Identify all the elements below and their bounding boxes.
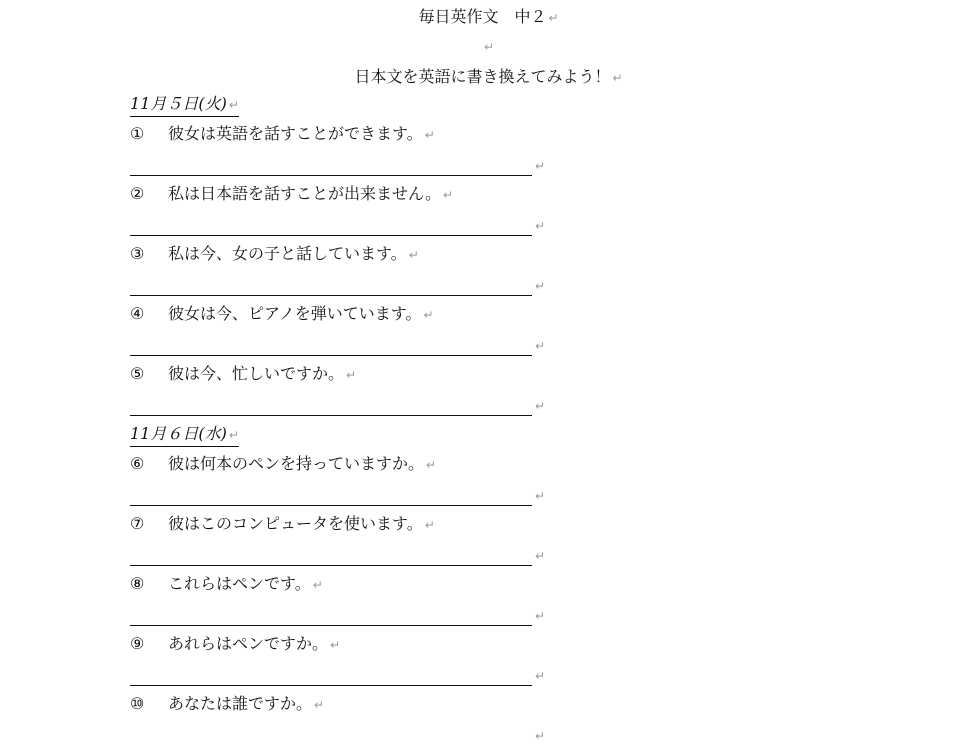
return-mark-icon: ↵ bbox=[442, 188, 454, 202]
return-mark-icon: ↵ bbox=[535, 279, 546, 293]
question-number: ③ bbox=[130, 244, 145, 263]
question-text: 彼はこのコンピュータを使います。 bbox=[168, 514, 423, 533]
question-number: ⑧ bbox=[130, 574, 145, 593]
question-number: ④ bbox=[130, 304, 145, 323]
return-mark-icon: ↵ bbox=[535, 729, 546, 743]
question-text: 彼女は英語を話すことができます。 bbox=[168, 124, 423, 143]
question-item bbox=[130, 364, 356, 385]
return-mark-icon: ↵ bbox=[312, 578, 323, 592]
return-mark-icon: ↵ bbox=[535, 489, 546, 503]
return-mark-icon: ↵ bbox=[228, 98, 239, 112]
return-mark-icon: ↵ bbox=[423, 308, 434, 322]
return-mark-icon: ↵ bbox=[535, 339, 546, 353]
return-mark-icon: ↵ bbox=[424, 518, 435, 532]
answer-line[interactable] bbox=[130, 625, 532, 626]
return-mark-icon: ↵ bbox=[535, 609, 546, 623]
section-date: 11月６日(水) ↵ bbox=[130, 424, 239, 447]
return-mark-icon: ↵ bbox=[408, 248, 419, 262]
question-item bbox=[130, 184, 453, 205]
return-mark-icon: ↵ bbox=[484, 40, 495, 54]
answer-line[interactable] bbox=[130, 295, 532, 296]
question-text: 彼女は今、ピアノを弾いています。 bbox=[168, 304, 422, 323]
return-mark-icon: ↵ bbox=[612, 71, 623, 85]
return-mark-icon: ↵ bbox=[330, 638, 341, 652]
question-text: 彼は何本のペンを持っていますか。 bbox=[168, 454, 425, 473]
answer-line[interactable] bbox=[130, 415, 532, 416]
answer-line[interactable] bbox=[130, 685, 532, 686]
return-mark-icon: ↵ bbox=[535, 159, 546, 173]
return-mark-icon: ↵ bbox=[535, 669, 546, 683]
worksheet-title: 毎日英作文 中２ ↵ bbox=[418, 7, 559, 26]
return-mark-icon: ↵ bbox=[228, 428, 239, 442]
question-item bbox=[130, 304, 434, 325]
question-text: 彼は今、忙しいですか。 bbox=[168, 364, 345, 383]
question-number: ⑨ bbox=[130, 634, 145, 653]
return-mark-icon: ↵ bbox=[424, 128, 435, 142]
return-mark-icon: ↵ bbox=[548, 11, 559, 25]
question-item bbox=[130, 694, 324, 715]
question-number: ⑥ bbox=[130, 454, 145, 473]
question-number: ② bbox=[130, 184, 145, 203]
question-item bbox=[130, 124, 435, 145]
question-item bbox=[130, 634, 340, 655]
return-mark-icon: ↵ bbox=[535, 399, 546, 413]
question-text: 私は今、女の子と話しています。 bbox=[168, 244, 407, 263]
answer-line[interactable] bbox=[130, 235, 532, 236]
return-mark-icon: ↵ bbox=[314, 698, 325, 712]
answer-line[interactable] bbox=[130, 565, 532, 566]
instruction-text: 日本文を英語に書き換えてみよう！ ↵ bbox=[354, 67, 623, 86]
answer-line[interactable] bbox=[130, 505, 532, 506]
question-item bbox=[130, 574, 323, 595]
question-number: ⑩ bbox=[130, 694, 145, 713]
return-mark-icon: ↵ bbox=[426, 458, 437, 472]
question-item bbox=[130, 454, 436, 475]
answer-line[interactable] bbox=[130, 175, 532, 176]
question-number: ① bbox=[130, 124, 145, 143]
question-item bbox=[130, 514, 435, 535]
blank-paragraph bbox=[482, 36, 494, 55]
section-date: 11月５日(火) ↵ bbox=[130, 94, 239, 117]
return-mark-icon: ↵ bbox=[535, 549, 546, 563]
return-mark-icon: ↵ bbox=[346, 368, 357, 382]
question-text: これらはペンです。 bbox=[168, 574, 311, 593]
question-item bbox=[130, 244, 419, 265]
question-text: あれらはペンですか。 bbox=[168, 634, 329, 653]
question-text: あなたは誰ですか。 bbox=[168, 694, 313, 713]
question-number: ⑤ bbox=[130, 364, 145, 383]
question-number: ⑦ bbox=[130, 514, 145, 533]
question-text: 私は日本語を話すことが出来ません。 bbox=[168, 184, 441, 203]
answer-line[interactable] bbox=[130, 355, 532, 356]
return-mark-icon: ↵ bbox=[535, 219, 546, 233]
